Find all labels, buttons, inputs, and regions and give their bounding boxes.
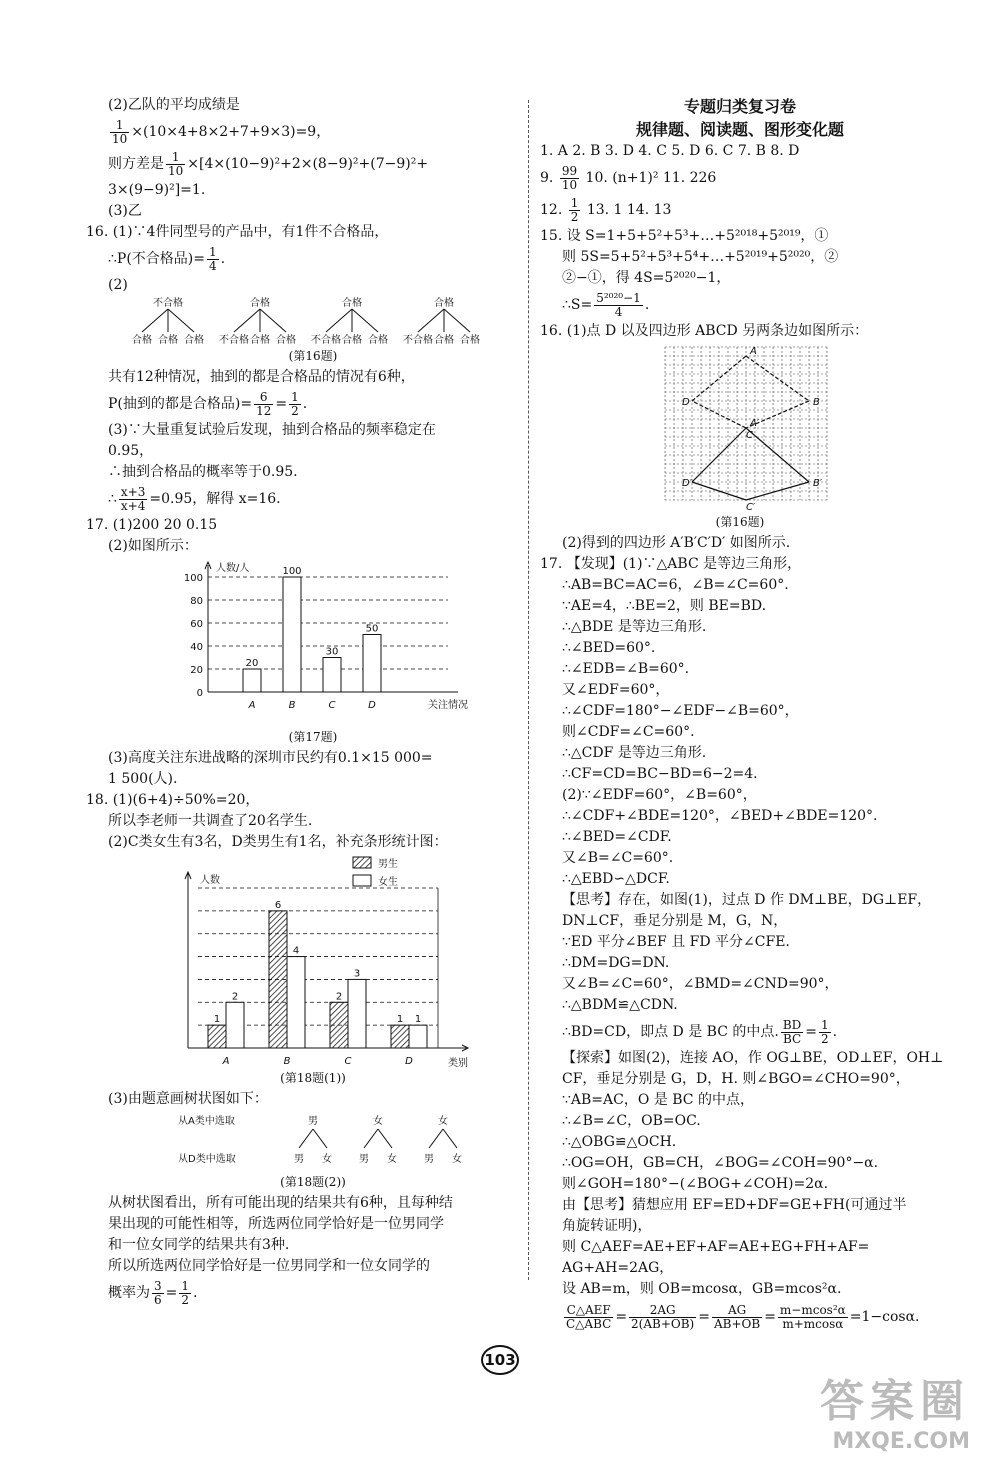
- bar-female: [287, 957, 305, 1048]
- bar-value-label: 2: [335, 991, 343, 1003]
- bar-value-label: 30: [325, 646, 339, 658]
- tree16-leaf: 不合格: [403, 335, 433, 346]
- bar: [243, 669, 261, 692]
- q15a: 15. 设 S=1+5+5²+5³+…+5²⁰¹⁸+5²⁰¹⁹，①: [540, 228, 829, 244]
- watermark-url: MXQE.COM: [832, 1429, 970, 1454]
- q17list-line: 又∠B=∠C=60°，∠BMD=∠CND=90°，: [562, 976, 839, 992]
- q18-c2: 果出现的可能性相等，所选两位同学恰好是一位男同学: [108, 1216, 444, 1232]
- tree16-leaf: 不合格: [219, 335, 249, 346]
- q16-2: (2): [108, 277, 128, 293]
- q17blist-line: 由【思考】猜想应用 EF=ED+DF=GE+FH(可通过半: [562, 1197, 907, 1213]
- tree18-branch: [429, 1129, 443, 1148]
- bar-value-label: 2: [231, 991, 239, 1003]
- bar: [363, 635, 381, 693]
- q17list-line: DN⊥CF，垂足分别是 M，G，N，: [562, 913, 788, 929]
- tree16-branch: [142, 309, 168, 332]
- q16-grid-caption: (第16题): [715, 515, 765, 529]
- q16-p-line: ∴P(不合格品)= $\frac{1}{4}$ .: [108, 244, 226, 273]
- q17-last-line: $\frac{\text{C△AEF}}{\text{C△ABC}}$ = $\frac{2AG}{2(AB+OB)}$ = $\frac{AG}{AB+OB}$ = $\frac{\text{m−mcos²α}}{m+mcos\alpha}$ =1−cosα.: [566, 1302, 920, 1331]
- tree16-leaf: 合格: [184, 335, 204, 346]
- q17-solution: [540, 554, 940, 1016]
- q16-3b: 0.95，: [108, 443, 154, 459]
- quad-edge: [746, 356, 809, 401]
- y-axis-label: 人数: [200, 875, 220, 886]
- q17blist-line: AG+AH=2AG，: [562, 1260, 674, 1276]
- tree16-leaf: 合格: [276, 335, 296, 346]
- q17list-line: ∵ED 平分∠BEF 且 FD 平分∠CFE.: [562, 934, 790, 950]
- q17blist-line: 则∠GOH=180°−(∠BOG+∠COH)=2α.: [562, 1176, 829, 1192]
- q16-tree-diagram: [108, 296, 508, 346]
- q17list-line: ∴△CDF 是等边三角形.: [562, 745, 707, 761]
- q18-1: 18. (1)(6+4)÷50%=20，: [86, 792, 260, 808]
- tree16-leaf: 合格: [460, 335, 480, 346]
- answers-12-14: 12. $\frac{1}{2}$ 13. 1 14. 13: [540, 195, 672, 224]
- q18-3: (3)由题意画树状图如下：: [108, 1091, 268, 1107]
- q17list-line: ∴∠CDF+∠BDE=120°，∠BED+∠BDE=120°.: [562, 808, 878, 824]
- q17-1: 17. (1)200 20 0.15: [86, 517, 218, 533]
- q15c: ②−①，得 4S=5²⁰²⁰−1，: [562, 270, 731, 286]
- bar: [323, 658, 341, 693]
- tree16-branch: [444, 309, 470, 332]
- bar-value-label: 3: [353, 968, 361, 980]
- tree18-branch: [364, 1129, 378, 1148]
- x-tick-label: A: [248, 700, 256, 711]
- q17list-line: ∴∠EDB=∠B=60°.: [562, 661, 690, 677]
- tree18-node: 女: [438, 1116, 448, 1127]
- bar-value-label: 20: [245, 658, 259, 669]
- answers-1-8: 1. A 2. B 3. D 4. C 5. D 6. C 7. B 8. D: [540, 143, 800, 159]
- q18-caption-2: (第18题(2)): [280, 1175, 346, 1189]
- q17-explore-solution: [540, 1048, 944, 1300]
- y-tick-label: 20: [190, 665, 203, 676]
- tree16-branch: [234, 309, 260, 332]
- q16-3d-line: ∴ $\frac{x+3}{x+4}$ =0.95，解得 x=16.: [108, 484, 281, 513]
- tree18-leaf: 男: [424, 1154, 434, 1165]
- q17list-line: (2)∵∠EDF=60°，∠B=60°，: [562, 787, 757, 803]
- q17list-line: ∴△BDE 是等边三角形.: [562, 619, 707, 635]
- q17list-line: ∴DM=DG=DN.: [562, 955, 670, 971]
- q17blist-line: 则 C△AEF=AE+EF+AF=AE+EG+FH+AF=: [562, 1239, 870, 1255]
- q17list-line: ∴CF=CD=BC−BD=6−2=4.: [562, 766, 758, 782]
- tree16-leaf: 合格: [342, 335, 362, 346]
- tree18-row1-label: 从A类中选取: [178, 1116, 235, 1127]
- legend-label-male: 男生: [378, 859, 398, 870]
- x-axis-label: 类别: [448, 1058, 468, 1068]
- page-number: 103: [481, 1345, 519, 1375]
- q18-caption-1: (第18题(1)): [280, 1071, 346, 1085]
- tree16-leaf: 合格: [434, 335, 454, 346]
- q17-caption: (第17题): [288, 730, 338, 744]
- q17blist-line: ∴△OBG≌△OCH.: [562, 1134, 677, 1150]
- legend-swatch-female: [353, 875, 371, 886]
- x-tick-label: D: [368, 700, 376, 711]
- q16a: 16. (1)点 D 以及四边形 ABCD 另两条边如图所示：: [540, 323, 869, 339]
- tree16-top: 不合格: [153, 298, 183, 309]
- tree18-row2-label: 从D类中选取: [178, 1154, 236, 1165]
- legend-swatch-male: [353, 857, 371, 868]
- bar: [283, 577, 301, 692]
- q18-c4: 所以所选两位同学恰好是一位男同学和一位女同学的: [108, 1258, 430, 1274]
- q17blist-line: 角旋转证明)，: [562, 1218, 652, 1234]
- x-tick-label: A: [222, 1056, 230, 1067]
- y-axis-label: 人数/人: [216, 563, 250, 574]
- q17list-line: ∵AE=4，∴BE=2，则 BE=BD.: [562, 598, 767, 614]
- tree16-leaf: 合格: [132, 335, 152, 346]
- quad-edge: [746, 482, 809, 500]
- tree18-branch: [299, 1129, 313, 1148]
- q18-2: (2)C类女生有3名，D类男生有1名，补充条形统计图：: [108, 834, 448, 850]
- q17-3a: (3)高度关注东进战略的深圳市民约有0.1×15 000=: [108, 750, 433, 766]
- left-column: [86, 95, 518, 1309]
- tree18-leaf: 男: [294, 1154, 304, 1165]
- x-axis-label: 关注情况: [428, 700, 468, 711]
- legend-label-female: 女生: [378, 877, 398, 888]
- tree18-branch: [313, 1129, 327, 1148]
- quad-vertex-label: B: [813, 397, 820, 408]
- section-title-1: 专题归类复习卷: [683, 97, 796, 116]
- q15b: 则 5S=5+5²+5³+5⁴+…+5²⁰¹⁹+5²⁰²⁰，②: [562, 249, 839, 265]
- tree16-leaf: 合格: [368, 335, 388, 346]
- x-tick-label: B: [288, 700, 296, 711]
- x-tick-label: D: [405, 1056, 413, 1067]
- q17blist-line: ∴∠B=∠C，OB=OC.: [562, 1113, 701, 1129]
- bar-value-label: 1: [213, 1014, 221, 1026]
- bar-value-label: 50: [365, 623, 379, 635]
- q17blist-line: ∵AB=AC，O 是 BC 的中点，: [562, 1092, 754, 1108]
- page-footer: [450, 1345, 550, 1375]
- bar-value-label: 1: [414, 1014, 422, 1026]
- bar-value-label: 1: [396, 1014, 404, 1026]
- section-title-2: 规律题、阅读题、图形变化题: [635, 120, 844, 139]
- x-tick-label: B: [283, 1056, 291, 1067]
- q17blist-line: 设 AB=m，则 OB=mcosα，GB=mcos²α.: [562, 1281, 842, 1297]
- bar-male: [330, 1002, 348, 1048]
- quad-vertex-label: B′: [813, 478, 823, 489]
- y-tick-label: 80: [190, 596, 203, 607]
- q15d-line: ∴S= $\frac{\text{5²⁰²⁰−1}}{4}$ .: [562, 290, 650, 319]
- y-tick-label: 100: [183, 573, 203, 584]
- q16-3c: ∴抽到合格品的概率等于0.95.: [108, 464, 298, 480]
- quad-vertex-label: D′: [682, 478, 692, 489]
- bar-male: [208, 1025, 226, 1048]
- q16-3a: (3)∵大量重复试验后发现，抽到合格品的频率稳定在: [108, 422, 436, 438]
- q17-2: (2)如图所示：: [108, 538, 198, 554]
- q16-1: 16. (1)∵4件同型号的产品中，有1件不合格品，: [86, 224, 389, 240]
- tree16-leaf: 不合格: [311, 335, 341, 346]
- quad-edge: [692, 356, 746, 401]
- q15-var-line: 则方差是 $\frac{1}{10}$ ×[4×(10−9)²+2×(8−9)²+(7−9)²+: [108, 149, 429, 178]
- q17-midpoint-line: ∴BD=CD，即点 D 是 BC 的中点. $\frac{BD}{BC}$ = $\frac{1}{2}$ .: [562, 1017, 838, 1046]
- y-tick-label: 40: [190, 642, 203, 653]
- q17list-line: ∴AB=BC=AC=6，∠B=∠C=60°.: [562, 577, 789, 593]
- q18-1b: 所以李老师一共调查了20名学生.: [108, 813, 313, 829]
- tree18-node: 男: [308, 1116, 318, 1127]
- y-tick-label: 60: [190, 619, 203, 630]
- q17list-line: 【思考】存在，如图(1)，过点 D 作 DM⊥BE，DG⊥EF，: [562, 892, 932, 908]
- tree16-top: 合格: [434, 298, 454, 309]
- watermark: [820, 1365, 970, 1454]
- q18-c1: 从树状图看出，所有可能出现的结果共有6种，且每种结: [108, 1195, 453, 1211]
- q17list-line: 又∠B=∠C=60°.: [562, 850, 674, 866]
- tree18-branch: [378, 1129, 392, 1148]
- q18-c3: 和一位女同学的结果共有3种.: [108, 1237, 290, 1253]
- tree18-branch: [443, 1129, 457, 1148]
- q18-c5-line: 概率为 $\frac{3}{6}$ = $\frac{1}{2}$ .: [108, 1278, 198, 1307]
- q15-2-label: (2)乙队的平均成绩是: [108, 97, 240, 113]
- quad-vertex-label: A: [750, 346, 757, 357]
- q18-bar-chart: [108, 853, 508, 1068]
- q16b: (2)得到的四边形 A′B′C′D′ 如图所示.: [562, 535, 791, 551]
- tree18-leaf: 男: [359, 1154, 369, 1165]
- q17-bar-chart: [108, 557, 508, 727]
- tree18-leaf: 女: [452, 1154, 462, 1165]
- q15-avg-line: $\frac{1}{10}$ ×(10×4+8×2+7+9×3)=9，: [112, 117, 331, 146]
- tree18-leaf: 女: [322, 1154, 332, 1165]
- tree16-branch: [352, 309, 378, 332]
- right-column: [540, 95, 944, 1334]
- q17-3b: 1 500(人).: [108, 771, 178, 787]
- x-tick-label: C: [344, 1056, 352, 1067]
- q16-grid-figure: [540, 342, 940, 512]
- x-tick-label: C: [328, 700, 336, 711]
- bar-male: [391, 1025, 409, 1048]
- q17list-line: ∴∠CDF=180°−∠EDF−∠B=60°，: [562, 703, 799, 719]
- q17list-line: 17. 【发现】(1)∵△ABC 是等边三角形，: [540, 556, 802, 572]
- tree16-branch: [168, 309, 194, 332]
- q17blist-line: CF，垂足分别是 G，D，H. 则∠BGO=∠CHO=90°，: [562, 1071, 910, 1087]
- answers-9-11: 9. $\frac{99}{10}$ 10. (n+1)² 11. 226: [540, 163, 717, 192]
- q16-p2-line: P(抽到的都是合格品)= $\frac{6}{12}$ = $\frac{1}{2}$ .: [108, 389, 308, 418]
- tree18-leaf: 女: [387, 1154, 397, 1165]
- q17list-line: 又∠EDF=60°，: [562, 682, 670, 698]
- y-tick-label: 0: [196, 688, 203, 699]
- column-divider: [528, 100, 529, 1280]
- q17list-line: ∴∠BED=60°.: [562, 640, 656, 656]
- q17list-line: ∴△EBD∽△DCF.: [562, 871, 670, 887]
- tree16-leaf: 合格: [158, 335, 178, 346]
- quad-vertex-label: D: [682, 397, 690, 408]
- bar-female: [226, 1002, 244, 1048]
- bar-value-label: 100: [282, 566, 302, 577]
- tree16-top: 合格: [342, 298, 362, 309]
- bar-female: [409, 1025, 427, 1048]
- q17list-line: ∴∠BED=∠CDF.: [562, 829, 672, 845]
- quad-vertex-label: A′: [750, 418, 760, 429]
- tree18-node: 女: [373, 1116, 383, 1127]
- q17blist-line: ∴OG=OH，GB=CH，∠BOG=∠COH=90°−α.: [562, 1155, 879, 1171]
- tree16-top: 合格: [250, 298, 270, 309]
- bar-value-label: 6: [274, 899, 282, 911]
- quad-edge: [746, 428, 809, 482]
- q16-cases: 共有12种情况，抽到的都是合格品的情况有6种，: [108, 369, 415, 385]
- q17blist-line: 【探索】如图(2)，连接 AO，作 OG⊥BE，OD⊥EF，OH⊥: [562, 1050, 944, 1066]
- q18-tree-diagram: [108, 1110, 508, 1172]
- quad-vertex-label: C′: [746, 502, 756, 512]
- watermark-main: 答案圈: [820, 1376, 970, 1427]
- tree16-branch: [326, 309, 352, 332]
- q15-3: (3)乙: [108, 203, 142, 219]
- quad-vertex-label: C: [746, 430, 753, 441]
- q15-var-cont: 3×(9−9)²]=1.: [108, 182, 206, 198]
- bar-value-label: 4: [292, 945, 300, 957]
- bar-male: [269, 911, 287, 1048]
- q17list-line: ∴△BDM≌△CDN.: [562, 997, 678, 1013]
- q16-caption: (第16题): [288, 349, 338, 363]
- bar-female: [348, 979, 366, 1048]
- q17list-line: 则∠CDF=∠C=60°.: [562, 724, 695, 740]
- tree16-branch: [418, 309, 444, 332]
- tree16-leaf: 合格: [250, 335, 270, 346]
- tree16-branch: [260, 309, 286, 332]
